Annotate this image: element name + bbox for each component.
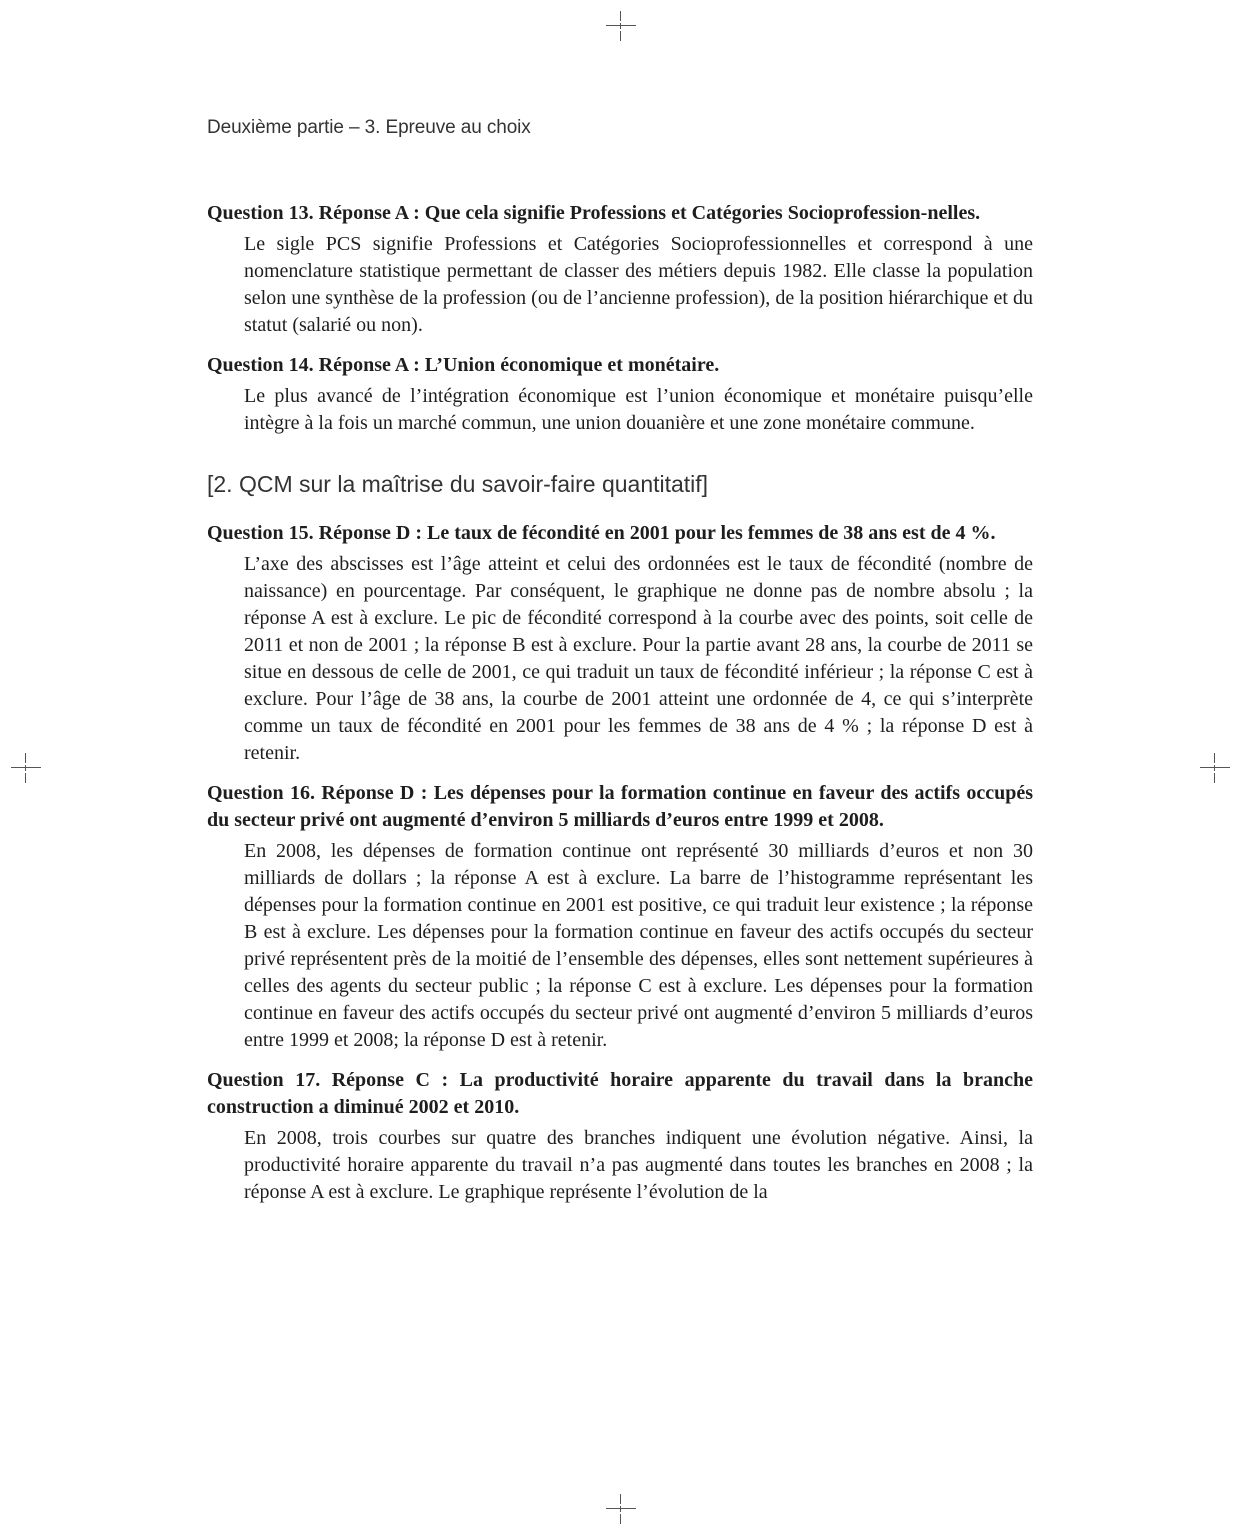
question-title: Question 15. Réponse D : Le taux de fécondité en 2001 pour les femmes de 38 ans est de 4 %. [207, 522, 996, 544]
question-title: Question 17. Réponse C : La productivité horaire apparente du travail dans la branche construction a diminué 2002 et 2010. [207, 1069, 1033, 1118]
question-title: Question 13. Réponse A : Que cela signifie Professions et Catégories Socioprofession-nelles. [207, 202, 981, 224]
question-title: Question 14. Réponse A : L’Union économique et monétaire. [207, 354, 720, 376]
crop-mark-right [1200, 753, 1230, 783]
question-answer: Le sigle PCS signifie Professions et Catégories Socioprofessionnelles et correspond à une nomenclature statistique permettant de classer des métiers depuis 1982. Elle classe la population selon une synthèse de la profession (ou de l’ancienne profession), de la position hiérarchique et du statut (salarié ou non). [244, 233, 1033, 336]
question-16 [207, 780, 1033, 1054]
question-answer: En 2008, les dépenses de formation continue ont représenté 30 milliards d’euros et non 30 milliards de dollars ; la réponse A est à exclure. La barre de l’histogramme représentant les dépenses pour la formation continue en 2001 est positive, ce qui traduit leur existence ; la réponse B est à exclure. Les dépenses pour la formation continue en faveur des actifs occupés du secteur privé représentent près de la moitié de l’ensemble des dépenses, elles sont nettement supérieures à celles des agents du secteur public ; la réponse C est à exclure. Les dépenses pour la formation continue en faveur des actifs occupés du secteur privé ont augmenté d’environ 5 milliards d’euros entre 1999 et 2008; la réponse D est à retenir. [244, 840, 1033, 1051]
question-answer: Le plus avancé de l’intégration économique est l’union économique et monétaire puisqu’elle intègre à la fois un marché commun, une union douanière et une zone monétaire commune. [244, 385, 1033, 434]
page-content [207, 200, 1033, 1219]
section-title: [2. QCM sur la maîtrise du savoir-faire quantitatif] [207, 471, 709, 497]
running-head: Deuxième partie – 3. Epreuve au choix [207, 117, 531, 138]
question-15 [207, 520, 1033, 767]
question-title: Question 16. Réponse D : Les dépenses pour la formation continue en faveur des actifs occupés du secteur privé ont augmenté d’environ 5 milliards d’euros entre 1999 et 2008. [207, 782, 1033, 831]
question-answer: L’axe des abscisses est l’âge atteint et celui des ordonnées est le taux de fécondité (nombre de naissance) en pourcentage. Par conséquent, le graphique ne donne pas de nombre absolu ; la réponse A est à exclure. Le pic de fécondité correspond à la courbe avec des points, soit celle de 2011 et non de 2001 ; la réponse B est à exclure. Pour la partie avant 28 ans, la courbe de 2011 se situe en dessous de celle de 2001, ce qui traduit un taux de fécondité inférieur ; la réponse C est à exclure. Pour l’âge de 38 ans, la courbe de 2001 atteint une ordonnée de 4, ce qui s’interprète comme un taux de fécondité en 2001 pour les femmes de 38 ans de 4 % ; la réponse D est à retenir. [244, 553, 1033, 764]
question-13 [207, 200, 1033, 339]
question-14 [207, 352, 1033, 437]
crop-mark-left [11, 753, 41, 783]
crop-mark-top [606, 11, 636, 41]
question-answer: En 2008, trois courbes sur quatre des branches indiquent une évolution négative. Ainsi, la productivité horaire apparente du travail n’a pas augmenté dans toutes les branches en 2008 ; la réponse A est à exclure. Le graphique représente l’évolution de la [244, 1127, 1033, 1203]
crop-mark-bottom [606, 1494, 636, 1524]
question-17 [207, 1067, 1033, 1206]
